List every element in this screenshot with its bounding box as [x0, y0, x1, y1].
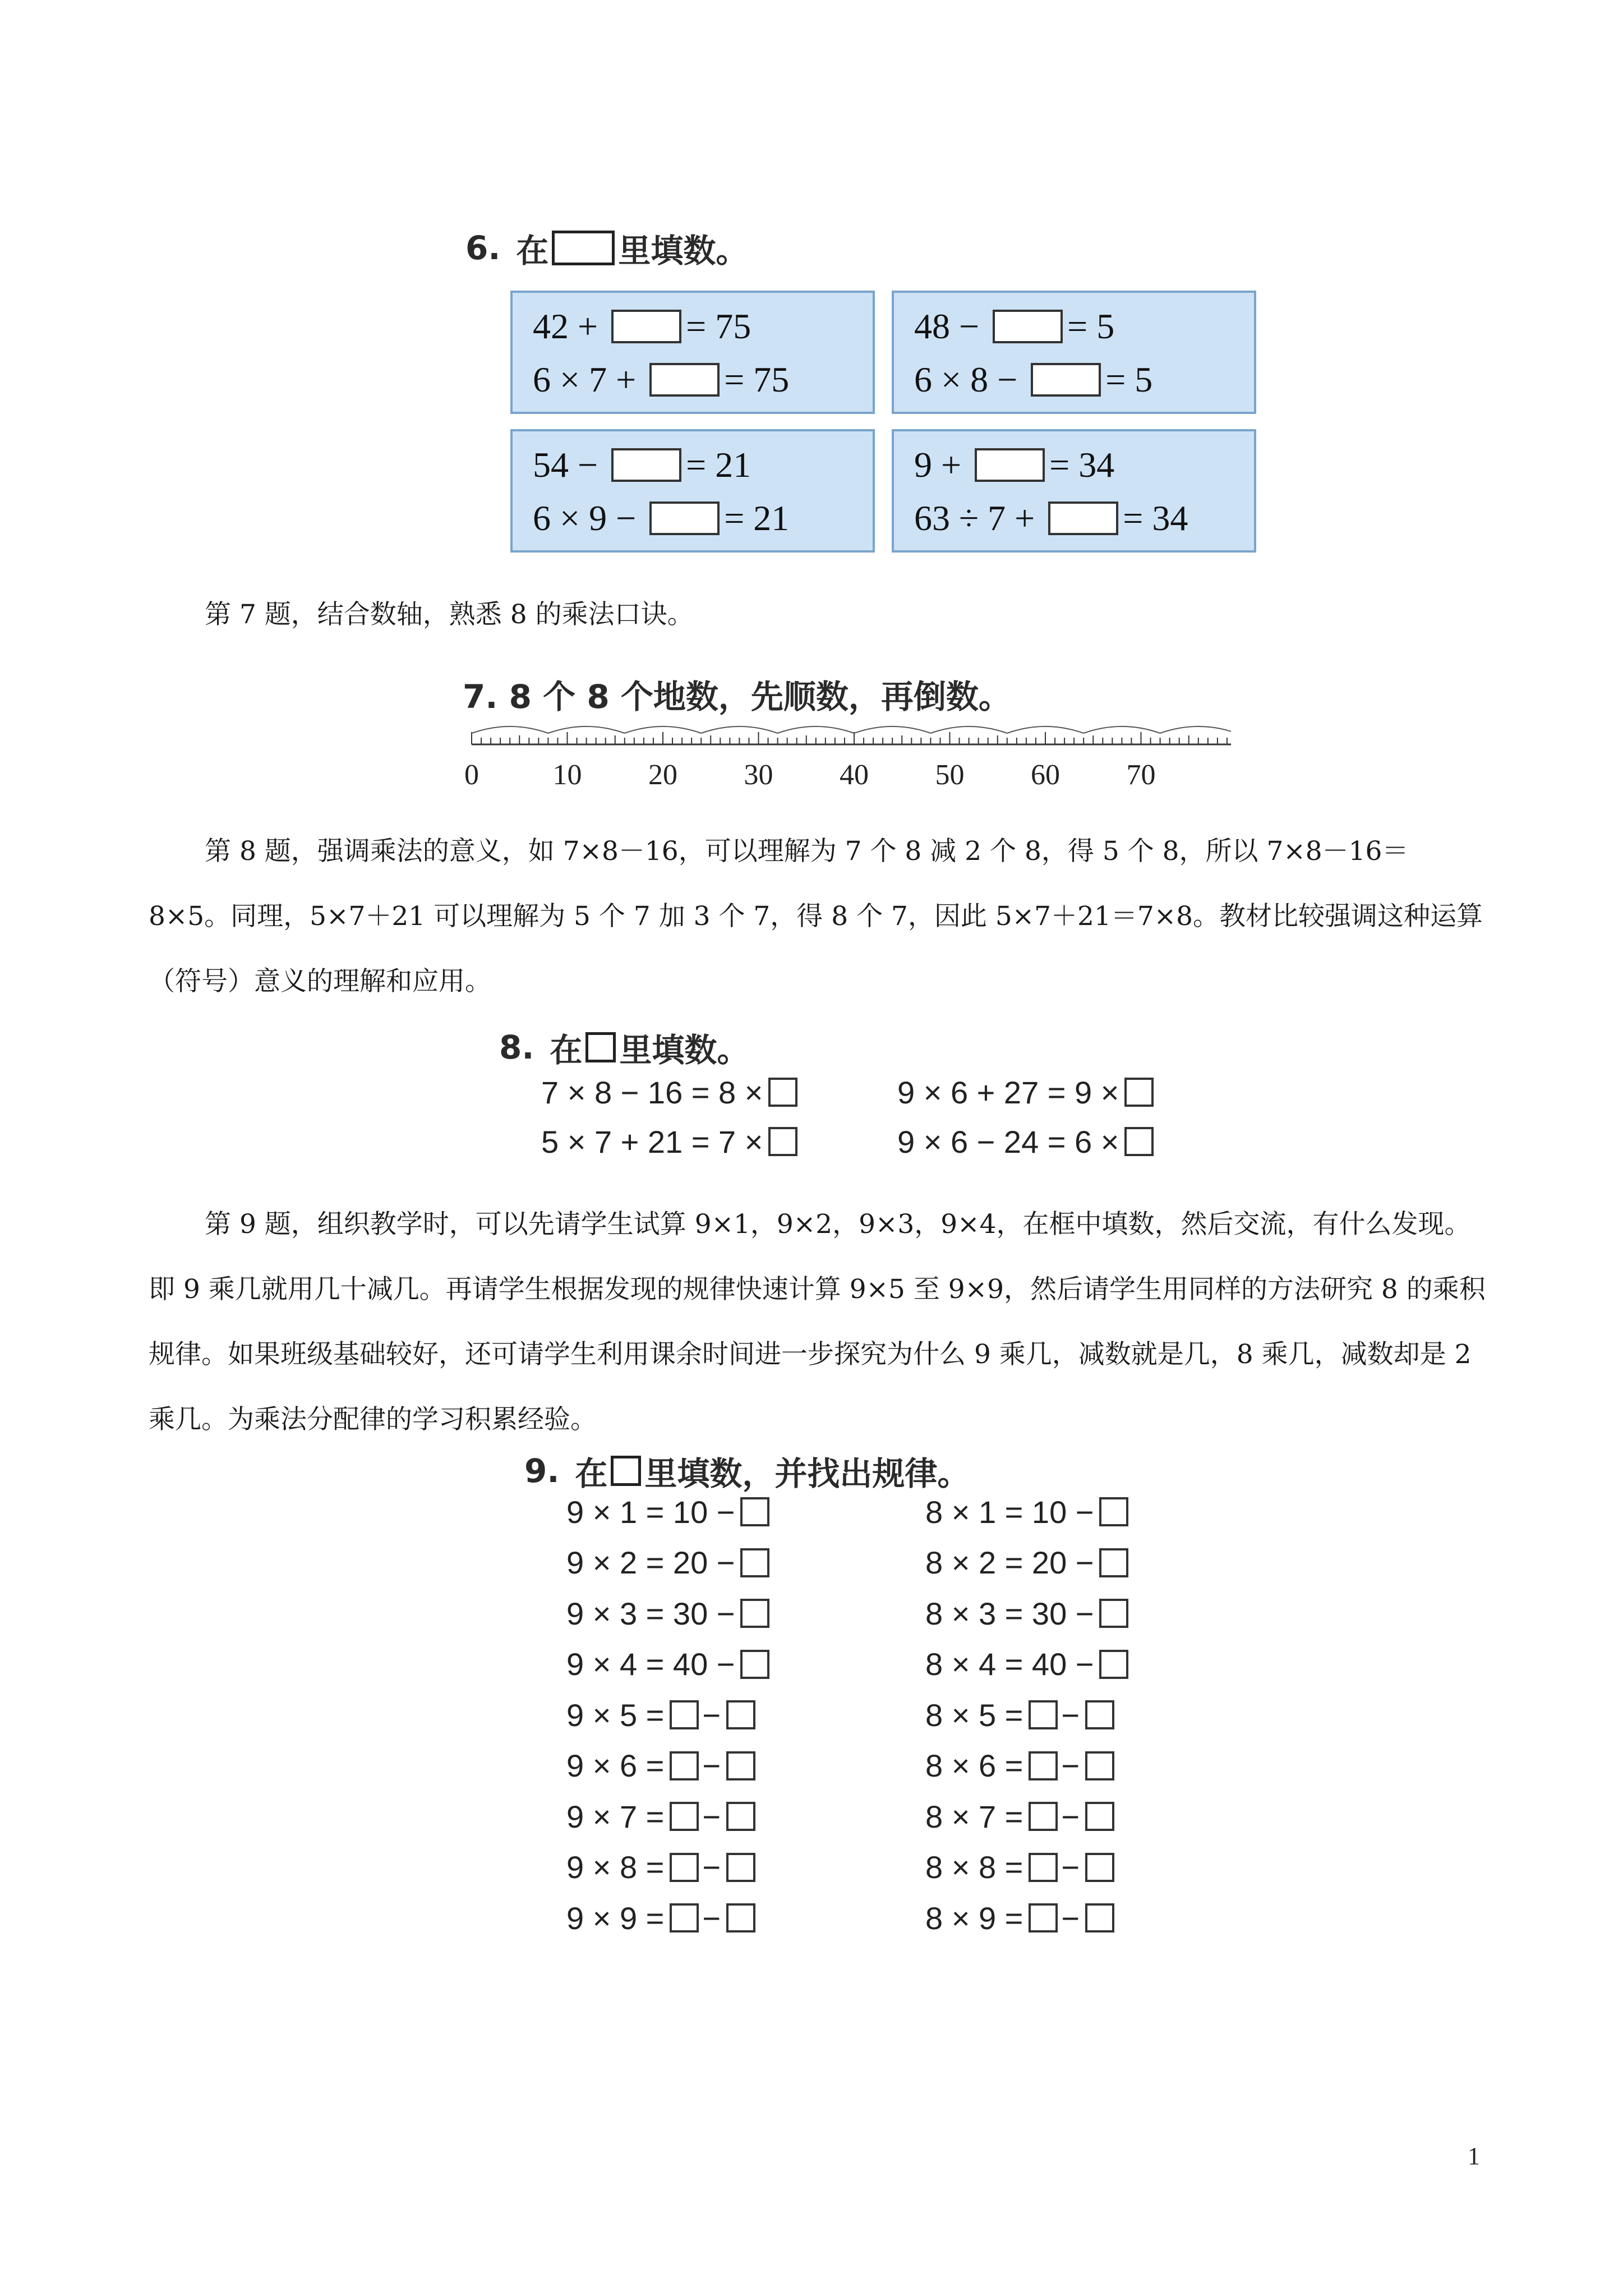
answer-box[interactable]	[740, 1650, 769, 1679]
q6-p4-l2-right: = 34	[1123, 498, 1188, 538]
q6-panel-3	[510, 429, 875, 553]
minus-sign: −	[702, 1798, 721, 1834]
q6-p1-l2-left: 6 × 7	[533, 360, 607, 399]
q9-text-after: 里填数，并找出规律。	[644, 1455, 970, 1493]
answer-box[interactable]	[670, 1903, 699, 1932]
q6-p2-l2-left: 6 × 8	[914, 360, 989, 399]
minus-sign: −	[1061, 1900, 1080, 1936]
answer-box[interactable]	[726, 1700, 755, 1729]
q9-row	[566, 1848, 755, 1887]
answer-box[interactable]	[993, 310, 1063, 343]
q9-row	[566, 1898, 755, 1938]
q8-heading-box	[585, 1032, 616, 1062]
q9-row-text: 8 × 4 = 40 −	[925, 1646, 1094, 1682]
q9-row	[566, 1492, 769, 1531]
q6-text-after: 里填数。	[618, 232, 749, 270]
answer-box[interactable]	[1099, 1548, 1128, 1577]
q6-p4-line1	[914, 443, 1114, 487]
answer-box[interactable]	[740, 1497, 769, 1526]
q6-p1-l2-op: +	[616, 360, 637, 399]
q8-text-before: 在	[550, 1031, 583, 1069]
answer-box[interactable]	[649, 363, 720, 397]
q9-row-text: 9 × 1 = 10 −	[566, 1494, 735, 1530]
answer-box[interactable]	[670, 1700, 699, 1729]
q6-p4-line2	[914, 496, 1188, 541]
q6-p3-line2	[533, 496, 789, 541]
number-line-label: 10	[552, 759, 582, 791]
q8-row-1-right	[897, 1073, 1154, 1112]
number-line-arc	[854, 726, 930, 733]
q9-number: 9.	[524, 1452, 560, 1490]
answer-box[interactable]	[1029, 1853, 1058, 1882]
q6-p2-line1	[914, 304, 1114, 349]
q6-p3-l2-op: −	[616, 498, 637, 538]
q8-r1-left-text: 7 × 8 − 16 = 8 ×	[541, 1074, 763, 1110]
q9-row-text: 8 × 1 = 10 −	[925, 1494, 1094, 1530]
q6-panel-2	[892, 291, 1256, 414]
q9-row	[566, 1645, 769, 1684]
q6-p3-l1-left: 54	[533, 445, 569, 485]
number-line-arc	[1160, 726, 1231, 733]
q9-row-text: 8 × 9 =	[925, 1900, 1023, 1936]
page-number: 1	[1468, 2142, 1480, 2170]
q9-row	[566, 1797, 755, 1836]
number-line-arc	[778, 726, 854, 733]
q6-p2-l1-left: 48	[914, 306, 950, 346]
paragraph-q7-text: 第 7 题，结合数轴，熟悉 8 的乘法口诀。	[205, 599, 694, 630]
answer-box[interactable]	[1099, 1497, 1128, 1526]
paragraph-q7	[149, 582, 1489, 647]
q9-heading-box	[611, 1456, 641, 1486]
q9-row	[925, 1645, 1128, 1684]
answer-box[interactable]	[726, 1853, 755, 1882]
q6-p3-l1-right: = 21	[686, 445, 751, 485]
q8-heading	[499, 1024, 749, 1071]
q6-p1-line2	[533, 357, 789, 402]
q9-row	[925, 1492, 1128, 1531]
minus-sign: −	[1061, 1849, 1080, 1885]
answer-box[interactable]	[768, 1127, 797, 1156]
answer-box[interactable]	[740, 1599, 769, 1628]
q9-row-text: 9 × 7 =	[566, 1798, 665, 1834]
paragraph-q8-text: 第 8 题，强调乘法的意义，如 7×8－16，可以理解为 7 个 8 减 2 个 8，得 5 个 8，所以 7×8－16＝8×5。同理，5×7＋21 可以理解为 5 个 7 加 3 个 7，得 8 个 7，因此 5×7＋21＝7×8。教材比较强调这种运算（符号）意义的理解和应用。	[149, 836, 1483, 997]
q6-p3-l2-left: 6 × 9	[533, 498, 607, 538]
q6-p1-l2-right: = 75	[724, 360, 790, 399]
q8-text-after: 里填数。	[619, 1031, 750, 1069]
q8-number: 8.	[499, 1028, 534, 1066]
answer-box[interactable]	[1029, 1903, 1058, 1932]
q9-row-text: 9 × 8 =	[566, 1849, 665, 1885]
q9-row	[566, 1594, 769, 1633]
q9-row	[925, 1797, 1114, 1836]
answer-box[interactable]	[670, 1853, 699, 1882]
q7-heading	[463, 670, 1011, 717]
answer-box[interactable]	[1099, 1650, 1128, 1679]
q6-p4-l1-left: 9	[914, 445, 932, 485]
answer-box[interactable]	[1099, 1599, 1128, 1628]
answer-box[interactable]	[726, 1751, 755, 1780]
q6-p2-l1-op: −	[959, 306, 980, 346]
q9-row-text: 8 × 5 =	[925, 1697, 1023, 1733]
q6-text-before: 在	[516, 232, 549, 270]
q9-row	[925, 1746, 1114, 1786]
q9-row-text: 8 × 8 =	[925, 1849, 1023, 1885]
q8-row-1-left	[541, 1073, 797, 1112]
answer-box[interactable]	[649, 501, 720, 535]
answer-box[interactable]	[975, 448, 1045, 482]
q6-p1-line1	[533, 304, 751, 349]
number-line-arc	[548, 726, 624, 733]
q9-row-text: 8 × 3 = 30 −	[925, 1595, 1094, 1631]
q6-p1-l1-left: 42	[533, 306, 569, 346]
paragraph-q9-text: 第 9 题，组织教学时，可以先请学生试算 9×1，9×2，9×3，9×4，在框中填数，然后交流，有什么发现。即 9 乘几就用几十减几。再请学生根据发现的规律快速计算 9×5 至 9×9，然后请学生用同样的方法研究 8 的乘积规律。如果班级基础较好，还可请学生利用课余时间进一步探究为什么 9 乘几，减数就是几，8 乘几，减数却是 2 乘几。为乘法分配律的学习积累经验。	[149, 1209, 1486, 1435]
answer-box[interactable]	[1124, 1078, 1154, 1107]
q6-p2-l1-right: = 5	[1067, 306, 1115, 346]
q9-row	[925, 1594, 1128, 1633]
answer-box[interactable]	[1085, 1802, 1114, 1831]
q8-r2-left-text: 5 × 7 + 21 = 7 ×	[541, 1124, 763, 1159]
minus-sign: −	[702, 1849, 721, 1885]
number-line-arc	[1083, 726, 1160, 733]
minus-sign: −	[702, 1900, 721, 1936]
q6-p2-l2-op: −	[997, 360, 1018, 399]
q9-row-text: 9 × 9 =	[566, 1900, 665, 1936]
number-line-label: 30	[744, 759, 773, 791]
q6-p1-l1-op: +	[578, 306, 598, 346]
q9-row-text: 9 × 3 = 30 −	[566, 1595, 735, 1631]
q9-row-text: 8 × 2 = 20 −	[925, 1545, 1094, 1580]
q6-panel-4	[892, 429, 1256, 553]
q6-p4-l2-left: 63 ÷ 7	[914, 498, 1006, 538]
q6-p3-l1-op: −	[578, 445, 598, 485]
answer-box[interactable]	[1048, 501, 1118, 535]
q6-p1-l1-right: = 75	[686, 306, 751, 346]
q7-title-text: 7. 8 个 8 个地数，先顺数，再倒数。	[463, 678, 1011, 716]
answer-box[interactable]	[1029, 1751, 1058, 1780]
q6-heading-box	[552, 231, 615, 265]
q9-row	[566, 1695, 755, 1734]
answer-box[interactable]	[611, 448, 681, 482]
answer-box[interactable]	[726, 1802, 755, 1831]
number-line-label: 20	[648, 759, 677, 791]
answer-box[interactable]	[1031, 363, 1101, 397]
minus-sign: −	[1061, 1798, 1080, 1834]
q9-row	[925, 1898, 1114, 1938]
q6-p2-line2	[914, 357, 1152, 402]
q9-row-text: 9 × 4 = 40 −	[566, 1646, 735, 1682]
minus-sign: −	[1061, 1748, 1080, 1783]
q9-text-before: 在	[575, 1455, 608, 1493]
q8-row-2-left	[541, 1122, 797, 1161]
q9-row-text: 8 × 7 =	[925, 1798, 1023, 1834]
minus-sign: −	[702, 1697, 721, 1733]
number-line-arc	[701, 726, 777, 733]
q9-heading	[524, 1447, 970, 1494]
q6-p2-l2-right: = 5	[1105, 360, 1153, 399]
q6-heading	[465, 224, 748, 272]
q9-row	[925, 1543, 1128, 1582]
paragraph-q8	[149, 819, 1489, 1014]
answer-box[interactable]	[670, 1802, 699, 1831]
q8-r2-right-text: 9 × 6 − 24 = 6 ×	[897, 1124, 1119, 1159]
q9-row	[925, 1848, 1114, 1887]
number-line-arc	[472, 726, 548, 733]
q9-row	[566, 1746, 755, 1786]
answer-box[interactable]	[726, 1903, 755, 1932]
q6-p4-l1-op: +	[941, 445, 962, 485]
number-line-arc	[930, 726, 1007, 733]
q6-p3-line1	[533, 443, 751, 487]
paragraph-q9	[149, 1192, 1489, 1452]
answer-box[interactable]	[1085, 1853, 1114, 1882]
answer-box[interactable]	[1029, 1802, 1058, 1831]
q6-p3-l2-right: = 21	[724, 498, 790, 538]
answer-box[interactable]	[1085, 1700, 1114, 1729]
answer-box[interactable]	[1085, 1751, 1114, 1780]
q9-row-text: 8 × 6 =	[925, 1748, 1023, 1783]
q9-row	[566, 1543, 769, 1582]
q9-row-text: 9 × 2 = 20 −	[566, 1545, 735, 1580]
q9-row-text: 9 × 5 =	[566, 1697, 665, 1733]
number-line-label: 0	[464, 759, 479, 791]
answer-box[interactable]	[670, 1751, 699, 1780]
answer-box[interactable]	[1029, 1700, 1058, 1729]
answer-box[interactable]	[768, 1078, 797, 1107]
q8-r1-right-text: 9 × 6 + 27 = 9 ×	[897, 1074, 1119, 1110]
q6-p4-l1-right: = 34	[1049, 445, 1115, 485]
q9-row	[925, 1695, 1114, 1734]
q6-number: 6.	[465, 229, 501, 267]
q6-p4-l2-op: +	[1015, 498, 1035, 538]
number-line-label: 70	[1126, 759, 1156, 791]
answer-box[interactable]	[1124, 1127, 1154, 1156]
q9-row-text: 9 × 6 =	[566, 1748, 665, 1783]
number-line-label: 60	[1031, 759, 1060, 791]
number-line	[463, 721, 1231, 754]
number-line-label: 50	[935, 759, 965, 791]
number-line-label: 40	[840, 759, 869, 791]
answer-box[interactable]	[1085, 1903, 1114, 1932]
answer-box[interactable]	[611, 310, 681, 343]
answer-box[interactable]	[740, 1548, 769, 1577]
q6-panel-1	[510, 291, 875, 414]
minus-sign: −	[702, 1748, 721, 1783]
q8-row-2-right	[897, 1122, 1154, 1161]
minus-sign: −	[1061, 1697, 1080, 1733]
